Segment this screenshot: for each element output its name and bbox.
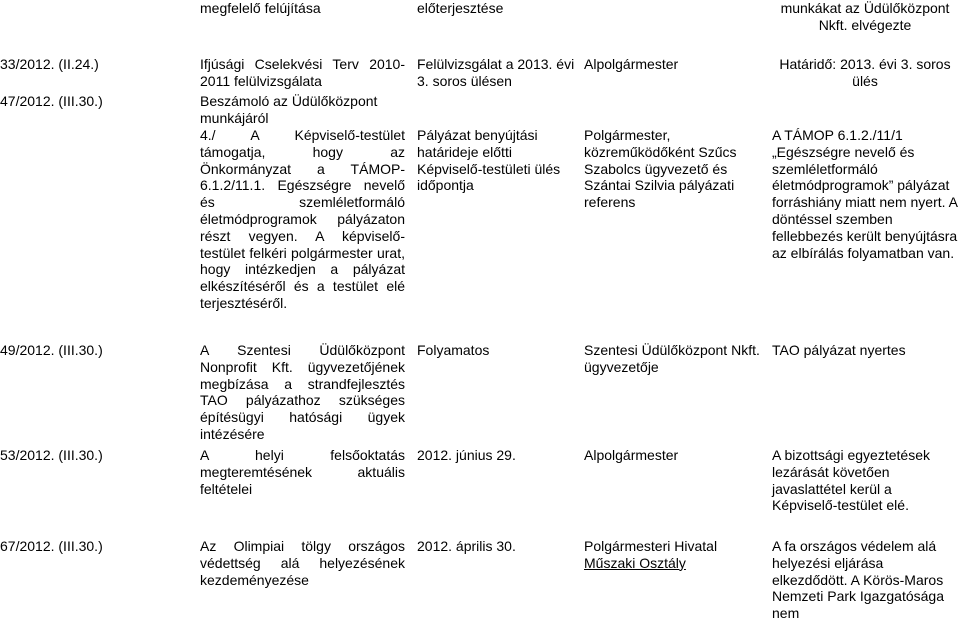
- resolution-responsible: Szentesi Üdülőközpont Nkft. ügyvezetője: [584, 342, 760, 375]
- responsible-line: Polgármesteri Hivatal: [584, 538, 718, 554]
- resolution-status: A TÁMOP 6.1.2./11/1 „Egészségre nevelő és szemléletformáló életmódprogramok” pályázat forráshiány miatt nem nyert. A döntéssel szemben fellebbezés került benyújtásra az elbírálás folyamatban van.: [772, 127, 958, 261]
- resolution-responsible: Polgármester, közreműködőként Szűcs Szabolcs ügyvezető és Szántai Szilvia pályázati referens: [584, 127, 737, 211]
- resolution-status: TAO pályázat nyertes: [772, 342, 906, 358]
- resolution-subject: Beszámoló az Üdülőközpont munkájáról: [200, 93, 378, 126]
- resolution-number: 53/2012. (III.30.): [0, 447, 103, 463]
- resolution-responsible: [584, 538, 764, 572]
- resolution-subject: Az Olimpiai tölgy országos védettség alá helyezésének kezdeményezése: [200, 538, 405, 588]
- resolution-status: A bizottsági egyeztetések lezárását követően javaslattétel kerül a Képviselő-testület elé.: [772, 447, 930, 514]
- resolution-responsible: Alpolgármester: [584, 447, 679, 463]
- resolution-status: A fa országos védelem alá helyezési eljárása elkezdődött. A Körös-Maros Nemzeti Park Igazgatósága nem: [772, 538, 944, 622]
- resolution-deadline: Felülvizsgálat a 2013. évi 3. soros ülésen: [417, 56, 575, 89]
- top-subject-cell: megfelelő felújítása: [200, 0, 321, 16]
- resolution-responsible: Alpolgármester: [584, 56, 679, 72]
- top-deadline-cell: előterjesztése: [417, 0, 504, 16]
- top-status-cell: munkákat az Üdülőközpont Nkft. elvégezte: [780, 0, 950, 33]
- resolution-subject: A Szentesi Üdülőközpont Nonprofit Kft. ügyvezetőjének megbízása a strandfejlesztés TAO pályázathoz szükséges építésügyi hatósági ügyek intézésére: [200, 342, 405, 442]
- resolution-number: 33/2012. (II.24.): [0, 56, 99, 72]
- resolution-deadline: Pályázat benyújtási határideje előtti Képviselő-testületi ülés időpontja: [417, 127, 561, 194]
- resolution-number: 49/2012. (III.30.): [0, 342, 103, 358]
- resolution-subject: 4./ A Képviselő-testület támogatja, hogy az Önkormányzat a TÁMOP-6.1.2/11.1. Egészségre nevelő és szemléletformáló életmódprogramok pályázaton részt vegyen. A képviselő-testület felkéri polgármester urat, hogy intézkedjen a pályázat elkészítéséről és a testület elé terjesztéséről.: [200, 127, 405, 311]
- resolution-deadline: Folyamatos: [417, 342, 490, 358]
- resolution-subject: Ifjúsági Cselekvési Terv 2010-2011 felülvizsgálata: [200, 56, 405, 89]
- resolution-deadline: 2012. április 30.: [417, 538, 516, 554]
- resolution-number: 67/2012. (III.30.): [0, 538, 103, 554]
- resolution-status: Határidő: 2013. évi 3. soros ülés: [779, 56, 951, 89]
- resolution-number: 47/2012. (III.30.): [0, 93, 103, 109]
- resolution-deadline: 2012. június 29.: [417, 447, 516, 463]
- responsible-line: Műszaki Osztály: [584, 554, 686, 571]
- resolution-subject: A helyi felsőoktatás megteremtésének aktuális feltételei: [200, 447, 405, 497]
